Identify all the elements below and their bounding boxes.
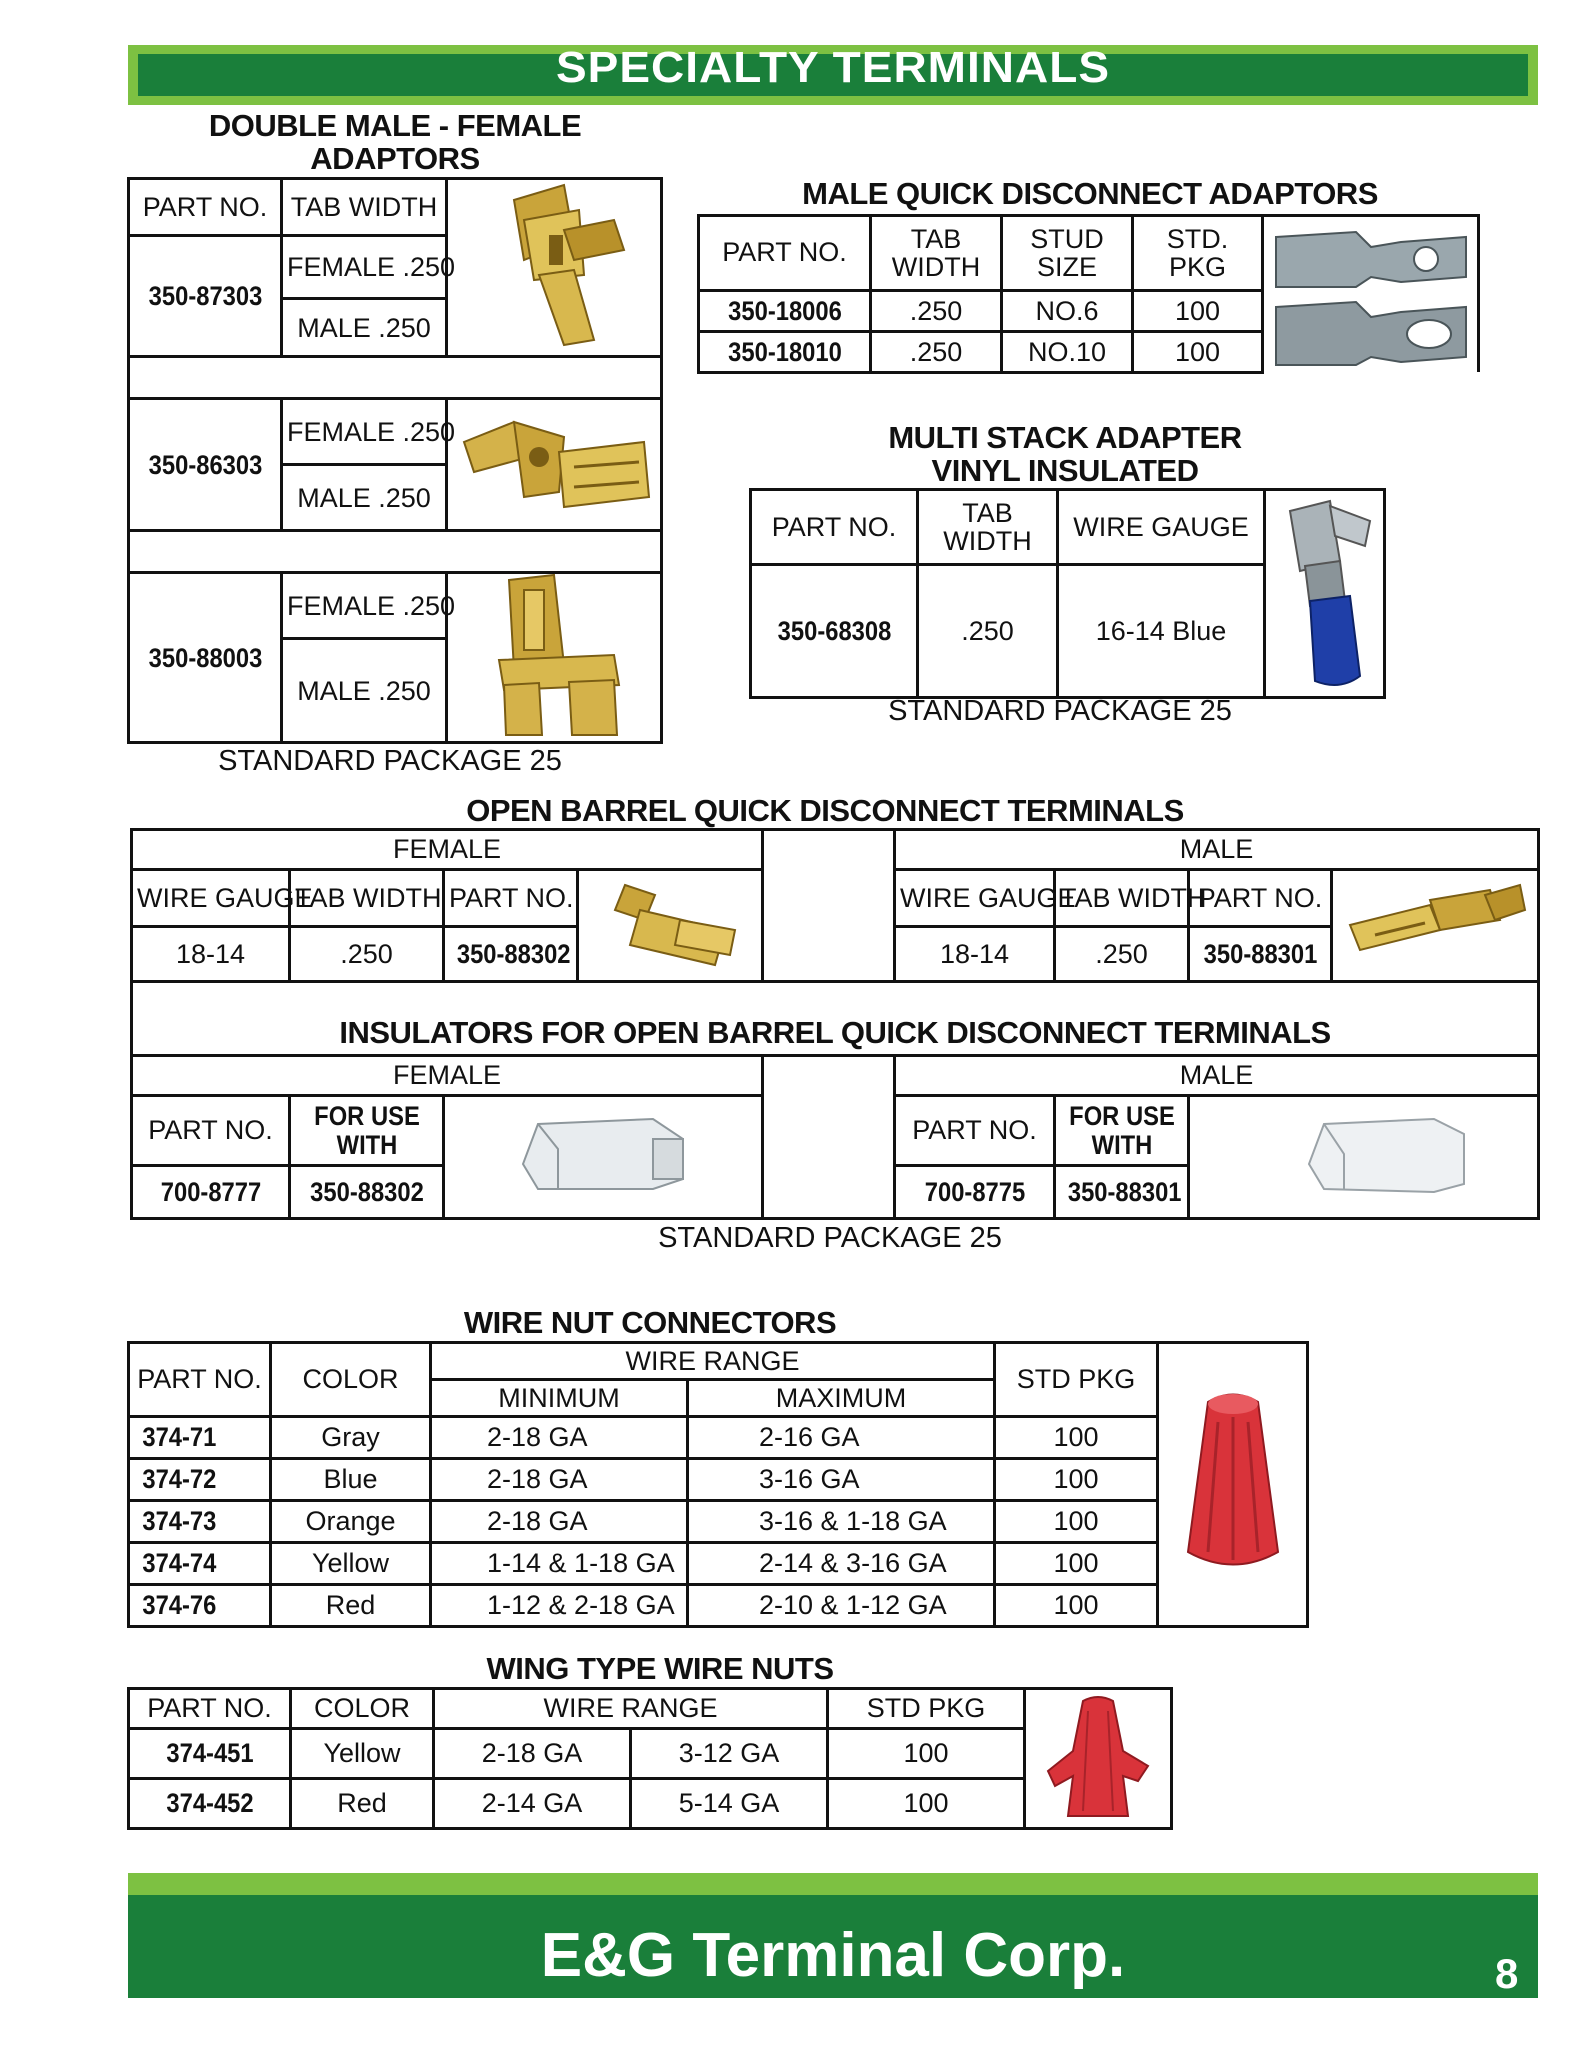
multi-stack-title-line2: VINYL INSULATED [931, 452, 1199, 488]
wn-part-4: 374-74 [137, 1543, 262, 1585]
ob-female-gauge: 18-14 [132, 927, 290, 982]
insulators-title-cell [132, 982, 1539, 1056]
male-qd-pkg-2: 100 [1133, 331, 1263, 372]
ins-female-header-use: FOR USE WITH [299, 1096, 435, 1166]
ob-female-part: 350-88302 [452, 927, 570, 982]
wire-nut-table [127, 1341, 1309, 1628]
male-qd-header-pkg: STD. PKG [1133, 216, 1263, 291]
wn-pkg-5: 100 [995, 1585, 1158, 1627]
male-qd-part-2: 350-18010 [709, 331, 860, 372]
header-tab-width: TAB WIDTH [282, 179, 447, 236]
wn-part-1: 374-71 [137, 1417, 262, 1459]
multi-stack-tab: .250 [918, 565, 1058, 698]
insulators-std-package: STANDARD PACKAGE 25 [658, 1222, 1002, 1254]
spacer-row-2 [129, 531, 662, 573]
female-250-3: FEMALE .250 [282, 573, 447, 639]
male-qd-part-1: 350-18006 [709, 290, 860, 331]
brass-male-terminal-icon [1340, 875, 1530, 970]
male-qd-tab-2: .250 [871, 331, 1002, 372]
male-qd-image-cell [1263, 216, 1479, 373]
wing-color-2: Red [291, 1779, 434, 1829]
wn-min-5: 1-12 & 2-18 GA [431, 1585, 688, 1627]
header-part-no: PART NO. [129, 179, 282, 236]
spacer-row-1 [129, 357, 662, 399]
adaptor-3-image-cell [447, 573, 662, 743]
wn-header-pkg: STD PKG [995, 1343, 1158, 1417]
brass-adaptor-2-icon [454, 402, 654, 522]
ins-female-image-cell [444, 1096, 763, 1219]
ins-male-part: 700-8775 [904, 1166, 1045, 1219]
wn-pkg-2: 100 [995, 1459, 1158, 1501]
multi-stack-table [749, 488, 1386, 699]
wn-header-max: MAXIMUM [688, 1380, 995, 1417]
ob-male-part: 350-88301 [1197, 927, 1323, 982]
blue-insulated-adapter-icon [1270, 491, 1380, 691]
footer-band-light [128, 1873, 1538, 1895]
ins-female-part: 700-8777 [141, 1166, 280, 1219]
wing-nut-table [127, 1687, 1173, 1830]
adaptor-2-image-cell [447, 399, 662, 531]
page-number: 8 [1495, 1950, 1519, 1997]
open-barrel-table [130, 828, 1540, 1220]
wing-header-pkg: STD PKG [828, 1689, 1025, 1729]
white-insulator-female-icon [483, 1104, 723, 1204]
open-barrel-divider [763, 830, 895, 982]
wn-min-3: 2-18 GA [431, 1501, 688, 1543]
multi-stack-gauge: 16-14 Blue [1058, 565, 1265, 698]
male-250-1: MALE .250 [282, 299, 447, 357]
wing-header-part: PART NO. [129, 1689, 291, 1729]
brass-female-terminal-icon [585, 875, 755, 970]
male-qd-table [697, 214, 1480, 374]
ob-female-tab: .250 [290, 927, 444, 982]
open-barrel-male-label: MALE [895, 830, 1539, 870]
male-qd-tab-1: .250 [871, 290, 1002, 331]
red-wing-nut-icon [1043, 1691, 1153, 1821]
wing-range1-2: 2-14 GA [434, 1779, 631, 1829]
wn-header-min: MINIMUM [431, 1380, 688, 1417]
wn-pkg-1: 100 [995, 1417, 1158, 1459]
ins-male-header-use: FOR USE WITH [1063, 1096, 1181, 1166]
ob-male-header-gauge: WIRE GAUGE [895, 870, 1055, 927]
multi-stack-header-part: PART NO. [751, 490, 918, 565]
wing-image-cell [1025, 1689, 1172, 1829]
wing-header-range: WIRE RANGE [434, 1689, 828, 1729]
wn-max-1: 2-16 GA [688, 1417, 995, 1459]
open-barrel-title: OPEN BARREL QUICK DISCONNECT TERMINALS [466, 793, 1184, 828]
multi-stack-part: 350-68308 [761, 565, 908, 698]
ob-male-header-part: PART NO. [1189, 870, 1332, 927]
wn-header-range: WIRE RANGE [431, 1343, 995, 1380]
double-adaptor-std-package: STANDARD PACKAGE 25 [218, 745, 562, 777]
wn-max-4: 2-14 & 3-16 GA [688, 1543, 995, 1585]
wn-color-1: Gray [271, 1417, 431, 1459]
multi-stack-title-line1: MULTI STACK ADAPTER [888, 420, 1242, 455]
wn-min-1: 2-18 GA [431, 1417, 688, 1459]
multi-stack-header-gauge: WIRE GAUGE [1058, 490, 1265, 565]
brass-adaptor-1-icon [454, 180, 654, 350]
part-350-88003: 350-88003 [138, 573, 273, 743]
page-title: SPECIALTY TERMINALS [556, 42, 1110, 92]
multi-stack-header-tab: TAB WIDTH [918, 490, 1058, 565]
wing-part-2: 374-452 [138, 1779, 281, 1829]
double-adaptor-table [127, 177, 663, 744]
wn-image-cell [1158, 1343, 1308, 1627]
part-350-86303: 350-86303 [138, 399, 273, 531]
wn-part-3: 374-73 [137, 1501, 262, 1543]
wn-min-2: 2-18 GA [431, 1459, 688, 1501]
male-qd-header-part: PART NO. [699, 216, 871, 291]
wing-color-1: Yellow [291, 1729, 434, 1779]
wire-nut-title: WIRE NUT CONNECTORS [463, 1305, 837, 1340]
wn-color-3: Orange [271, 1501, 431, 1543]
brass-adaptor-3-icon [454, 575, 654, 735]
male-250-3: MALE .250 [282, 639, 447, 743]
ins-male-use: 350-88301 [1063, 1166, 1181, 1219]
female-250-1: FEMALE .250 [282, 236, 447, 299]
wn-header-color: COLOR [271, 1343, 431, 1417]
ob-male-gauge: 18-14 [895, 927, 1055, 982]
male-qd-stud-2: NO.10 [1002, 331, 1133, 372]
double-adaptor-title [200, 110, 590, 175]
wing-pkg-2: 100 [828, 1779, 1025, 1829]
male-qd-stud-1: NO.6 [1002, 290, 1133, 331]
double-adaptor-title-line2: ADAPTORS [310, 140, 480, 176]
multi-stack-image-cell [1265, 490, 1385, 698]
wn-color-5: Red [271, 1585, 431, 1627]
ob-female-image-cell [578, 870, 763, 982]
wing-part-1: 374-451 [138, 1729, 281, 1779]
wn-color-4: Yellow [271, 1543, 431, 1585]
male-qd-title: MALE QUICK DISCONNECT ADAPTORS [802, 176, 1378, 211]
wn-max-2: 3-16 GA [688, 1459, 995, 1501]
wing-header-color: COLOR [291, 1689, 434, 1729]
wn-min-4: 1-14 & 1-18 GA [431, 1543, 688, 1585]
wing-pkg-1: 100 [828, 1729, 1025, 1779]
female-250-2: FEMALE .250 [282, 399, 447, 465]
multi-stack-std-package: STANDARD PACKAGE 25 [888, 695, 1232, 727]
male-qd-header-tab: TAB WIDTH [871, 216, 1002, 291]
wn-header-part: PART NO. [129, 1343, 271, 1417]
insulators-male-label: MALE [895, 1056, 1539, 1096]
wn-pkg-4: 100 [995, 1543, 1158, 1585]
part-350-87303: 350-87303 [138, 236, 273, 357]
male-250-2: MALE .250 [282, 465, 447, 531]
wn-part-2: 374-72 [137, 1459, 262, 1501]
ob-male-tab: .250 [1055, 927, 1189, 982]
male-qd-pkg-1: 100 [1133, 290, 1263, 331]
open-barrel-female-label: FEMALE [132, 830, 763, 870]
company-name: E&G Terminal Corp. [540, 1921, 1126, 1990]
insulators-divider [763, 1056, 895, 1219]
ob-female-header-part: PART NO. [444, 870, 578, 927]
adaptor-1-image-cell [447, 179, 662, 357]
double-adaptor-title-line1: DOUBLE MALE - FEMALE [208, 108, 582, 143]
wing-nut-title: WING TYPE WIRE NUTS [486, 1651, 834, 1686]
red-wire-nut-icon [1173, 1382, 1293, 1582]
ins-female-use: 350-88302 [299, 1166, 435, 1219]
wing-range2-2: 5-14 GA [631, 1779, 828, 1829]
ins-male-image-cell [1189, 1096, 1539, 1219]
wn-max-5: 2-10 & 1-12 GA [688, 1585, 995, 1627]
white-insulator-male-icon [1234, 1104, 1494, 1204]
wn-color-2: Blue [271, 1459, 431, 1501]
insulators-title: INSULATORS FOR OPEN BARREL QUICK DISCONNECT TERMINALS [339, 1015, 1331, 1051]
ob-male-header-tab: TAB WIDTH [1055, 870, 1189, 927]
ob-female-header-gauge: WIRE GAUGE [132, 870, 290, 927]
ins-male-header-part: PART NO. [895, 1096, 1055, 1166]
wn-part-5: 374-76 [137, 1585, 262, 1627]
ob-male-image-cell [1332, 870, 1539, 982]
tin-adaptor-icon [1271, 217, 1471, 367]
ob-female-header-tab: TAB WIDTH [290, 870, 444, 927]
wn-pkg-3: 100 [995, 1501, 1158, 1543]
male-qd-header-stud: STUD SIZE [1002, 216, 1133, 291]
ins-female-header-part: PART NO. [132, 1096, 290, 1166]
wn-max-3: 3-16 & 1-18 GA [688, 1501, 995, 1543]
wing-range2-1: 3-12 GA [631, 1729, 828, 1779]
multi-stack-title [800, 422, 1330, 487]
insulators-female-label: FEMALE [132, 1056, 763, 1096]
wing-range1-1: 2-18 GA [434, 1729, 631, 1779]
